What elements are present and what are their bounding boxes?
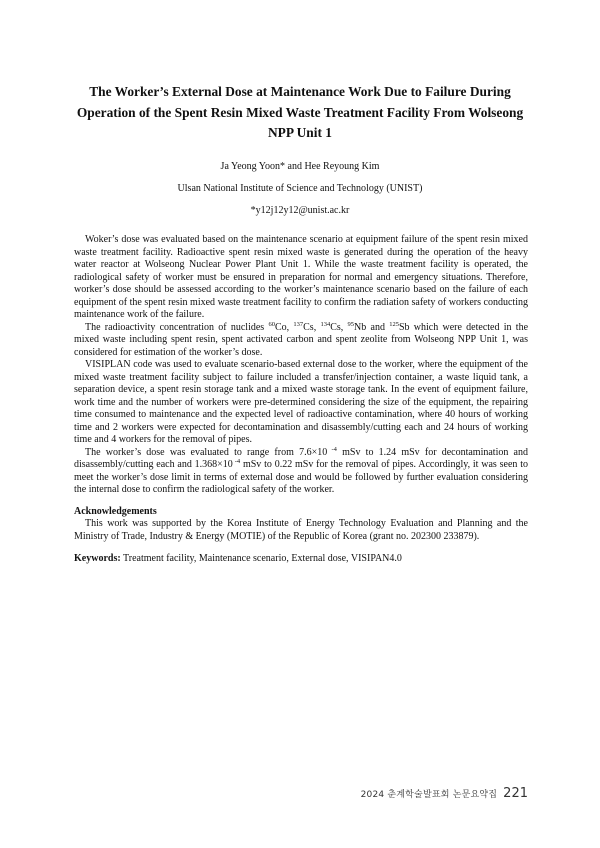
page-footer — [361, 782, 528, 801]
author-block — [60, 156, 540, 222]
keywords-label: Keywords: — [74, 553, 121, 564]
keywords-list: Treatment facility, Maintenance scenario, External dose, VISIPAN4.0 — [120, 553, 402, 564]
acknowledgements — [74, 518, 528, 543]
nuclide-mass: 60 — [268, 320, 275, 328]
nuclide-mass: 125 — [389, 320, 399, 328]
paper-title: The Worker’s External Dose at Maintenance Work Due to Failure During Operation of the Spent Resin Mixed Waste Treatment Facility From Wolseong NPP Unit 1 — [76, 84, 524, 140]
abstract-body — [74, 234, 528, 566]
nuclide-mass: 95 — [347, 320, 355, 328]
nuclide-mass: 134 — [320, 320, 331, 328]
paragraph-4: The worker’s dose was evaluated to range from 7.6×10 $^{-4}$ mSv to 1.24 mSv for decontamination and disassembly/cutting each and 1.368×10 $^{-4}$ mSv to 0.22 mSv for the removal of pipes. Accordingly, it was seen to meet the worker’s dose limit in terms of external dose and would be followed by further evaluation considering the internal dose to confirm the radiological safety of the worker. — [74, 445, 528, 495]
author-names: Ja Yeong Yoon* and Hee Reyoung Kim — [220, 161, 380, 172]
acknowledgements-text: This work was supported by the Korea Institute of Energy Technology Evaluation and Planning and the Ministry of Trade, Industry & Energy (MOTIE) of the Republic of Korea (grant no. 202300 233879). — [74, 518, 528, 542]
conference-name: 2024 춘계학술발표회 논문요약집 — [360, 790, 498, 800]
paragraph-1: Woker’s dose was evaluated based on the maintenance scenario at equipment failure of the spent resin mixed waste treatment facility. Radioactive spent resin mixed waste is generated during the operation of the heavy water reactor at Wolseong Nuclear Power Plant Unit 1. While the waste treatment facility is operated, the radiological safety of worker must be ensured in preparation for normal and emergency situations. Therefore, worker’s dose should be assessed according to the worker’s maintenance scenario based on the failure of each equipment of the spent resin mixed waste treatment facility to confirm the radiation safety of workers conducting maintenance work of the failure. — [74, 234, 528, 320]
author-affiliation: Ulsan National Institute of Science and Technology (UNIST) — [177, 183, 423, 194]
page-number: 221 — [503, 786, 528, 801]
exponent: -4 — [327, 445, 337, 453]
exponent: -4 — [232, 458, 241, 465]
nuclide-mass: 137 — [293, 320, 304, 328]
paragraph-3: VISIPLAN code was used to evaluate scenario-based external dose to the worker, where the equipment of the mixed waste treatment facility subject to failure included a transfer/injection container, a waste liquid tank, a separation device, a spent resin storage tank and a mixed waste storage tank. In the event of equipment failure, work time and the number of workers were pre-determined considering the size of the equipment, the repairing time consumed to maintenance and the expected level of radioactive contamination, where 40 hours of working time and 2 workers were expected for decontamination and disassembly/cutting each and 24 hours of working time and 4 workers for the removal of pipes. — [74, 359, 528, 445]
keywords — [74, 553, 528, 566]
paragraph-2: The radioactivity concentration of nuclides $^{60}$Co, $^{137}$Cs, $^{134}$Cs, $^{95}$Nb and $^{125}$Sb which were detected in the mixed waste including spent resin, spent activated carbon and spent zeolite from Wolseong NPP Unit 1, was considered for estimation of the worker’s dose. — [74, 320, 529, 358]
acknowledgements-heading: Acknowledgements — [74, 505, 157, 517]
author-email: *y12j12y12@unist.ac.kr — [250, 205, 350, 216]
